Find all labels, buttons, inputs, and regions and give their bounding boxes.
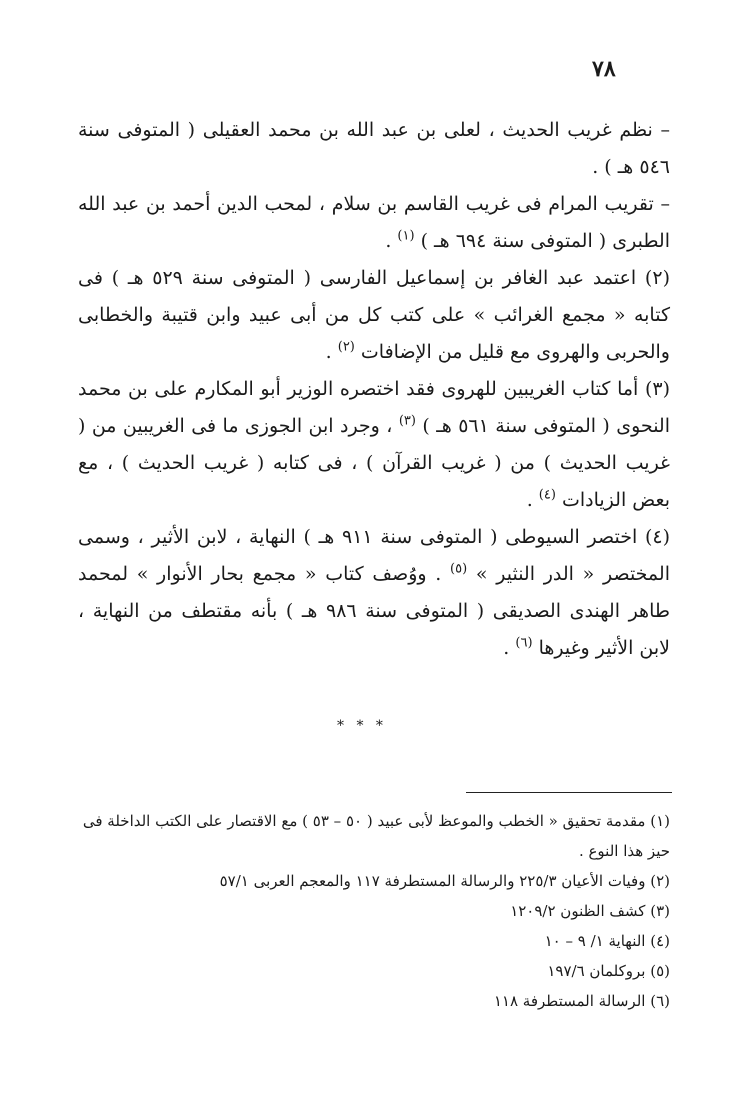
footnote: (٢) وفيات الأعيان ٢٢٥/٣ والرسالة المستطرفة ١١٧ والمعجم العربى ٥٧/١: [219, 872, 670, 890]
section-separator: * * *: [337, 718, 387, 734]
paragraph: (٤) اختصر السيوطى ( المتوفى سنة ٩١١ هـ ) النهاية ، لابن الأثير ، وسمى المختصر « الدر النثير » $^{(٥)}$ . ووُصف كتاب « مجمع بحار الأنوار » لمحمد طاهر الهندى الصديقى ( المتوفى سنة ٩٨٦ هـ ) بأنه مقتطف من النهاية ، لابن الأثير وغيرها $^{(٦)}$ .: [78, 526, 670, 659]
footnote-ref[interactable]: (٢): [337, 339, 355, 355]
footnote: (٥) بروكلمان ١٩٧/٦: [547, 962, 670, 980]
footnote-ref[interactable]: (٥): [450, 561, 468, 577]
footnote: (١) مقدمة تحقيق « الخطب والموعظ لأبى عبيد ( ٥٠ – ٥٣ ) مع الاقتصار على الكتب الداخلة فى حيز هذا النوع .: [82, 812, 670, 860]
footnote: (٤) النهاية ١/ ٩ – ١٠: [544, 932, 670, 950]
footnote-divider: [466, 792, 672, 793]
footnote-ref[interactable]: (١): [397, 228, 415, 244]
paragraph: (٣) أما كتاب الغريبين للهروى فقد اختصره الوزير أبو المكارم على بن محمد النحوى ( المتوفى سنة ٥٦١ هـ ) $^{(٣)}$ ، وجرد ابن الجوزى ما فى الغريبين من ( غريب الحديث ) من ( غريب القرآن ) ، فى كتابه ( غريب الحديث ) ، مع بعض الزيادات $^{(٤)}$ .: [78, 378, 670, 511]
footnote: (٣) كشف الظنون ١٢٠٩/٢: [510, 902, 670, 920]
paragraph: (٢) اعتمد عبد الغافر بن إسماعيل الفارسى ( المتوفى سنة ٥٢٩ هـ ) فى كتابه « مجمع الغرائب » على كتب كل من أبى عبيد وابن قتيبة والخطابى والحربى والهروى مع قليل من الإضافات $^{(٢)}$ .: [78, 267, 670, 363]
footnote-ref[interactable]: (٦): [515, 635, 533, 651]
footnote-ref[interactable]: (٤): [538, 487, 556, 503]
footnotes: [78, 806, 670, 1016]
footnote-ref[interactable]: (٣): [398, 413, 416, 429]
paragraph: – تقريب المرام فى غريب القاسم بن سلام ، لمحب الدين أحمد بن عبد الله الطبرى ( المتوفى سنة ٦٩٤ هـ ) $^{(١)}$ .: [78, 193, 670, 252]
main-text: [78, 112, 670, 667]
paragraph: – نظم غريب الحديث ، لعلى بن عبد الله بن محمد العقيلى ( المتوفى سنة ٥٤٦ هـ ) .: [78, 119, 670, 178]
footnote: (٦) الرسالة المستطرفة ١١٨: [493, 992, 670, 1010]
page-number: ٧٨: [592, 56, 616, 82]
